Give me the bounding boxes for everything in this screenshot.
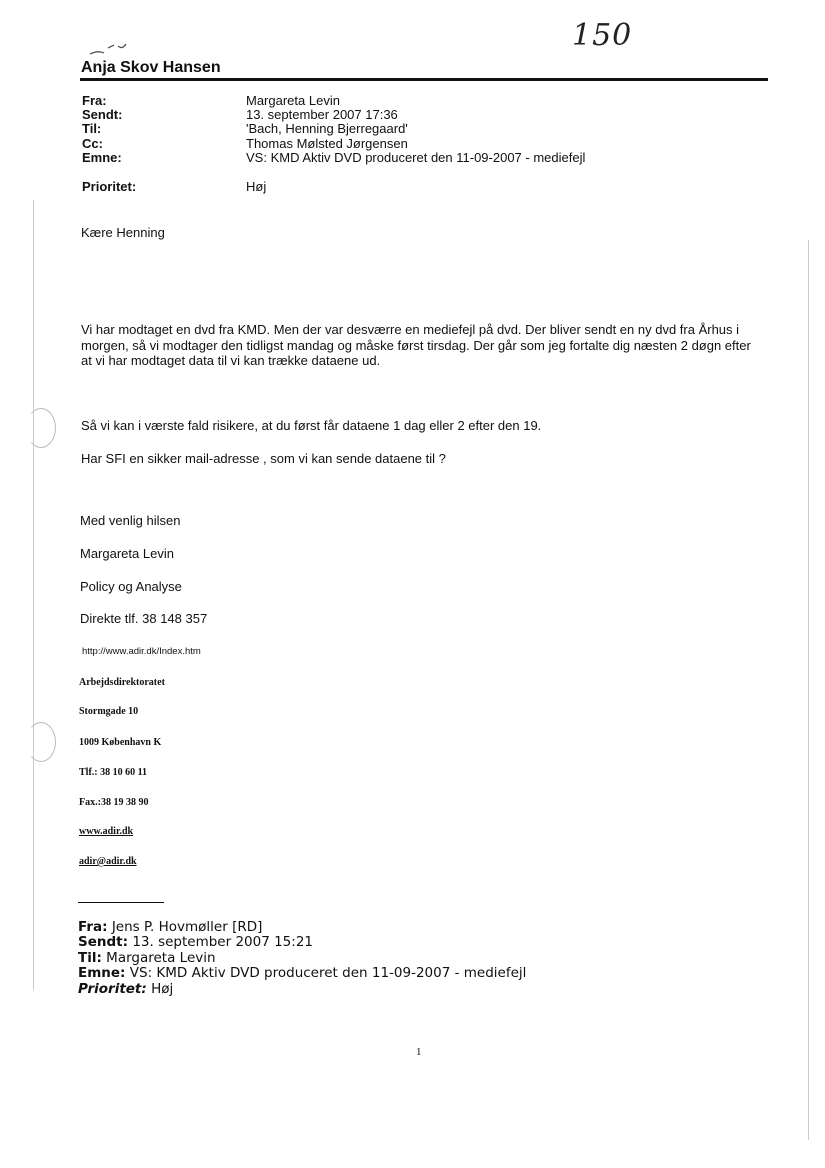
signature-web-link[interactable]: www.adir.dk — [79, 826, 134, 837]
right-margin-line — [808, 240, 809, 1140]
to-label: Til: — [82, 121, 102, 136]
signature-url[interactable]: http://www.adir.dk/Index.htm — [82, 646, 201, 657]
punch-hole-bottom — [26, 722, 56, 762]
from-value: Margareta Levin — [246, 93, 340, 108]
signature-org: Arbejdsdirektoratet — [79, 677, 165, 688]
sent-label: Sendt: — [82, 107, 123, 122]
fwd-priority-label: Prioritet: — [78, 981, 147, 997]
greeting: Kære Henning — [81, 225, 165, 240]
to-value: 'Bach, Henning Bjerregaard' — [246, 121, 408, 136]
fwd-from-value: Jens P. Hovmøller [RD] — [111, 919, 263, 935]
fwd-to-value: Margareta Levin — [106, 950, 216, 966]
fwd-to-row — [78, 951, 216, 966]
priority-value: Høj — [246, 179, 267, 194]
punch-hole-top — [26, 408, 56, 448]
signature-department: Policy og Analyse — [80, 579, 182, 594]
sent-value: 13. september 2007 17:36 — [246, 107, 398, 122]
body-paragraph-1-line-2: morgen, så vi modtager den tidligst mandag og måske først tirsdag. Der går som jeg fortalte dig næsten 2 døgn efter — [81, 338, 751, 353]
fwd-sent-value: 13. september 2007 15:21 — [132, 934, 314, 950]
fwd-sent-row — [78, 935, 313, 950]
fwd-sent-label: Sendt: — [78, 934, 129, 950]
priority-label: Prioritet: — [82, 179, 137, 194]
fwd-subject-row — [78, 966, 526, 981]
header-rule — [80, 78, 768, 81]
fwd-from-row — [78, 920, 262, 935]
scribble-mark — [88, 40, 158, 60]
fwd-subject-label: Emne: — [78, 965, 126, 981]
fwd-subject-value: VS: KMD Aktiv DVD produceret den 11-09-2007 - mediefejl — [129, 965, 527, 981]
forward-separator — [78, 902, 164, 903]
signature-email-link[interactable]: adir@adir.dk — [79, 856, 137, 867]
signature-street: Stormgade 10 — [79, 706, 139, 717]
body-paragraph-1-line-3: at vi har modtaget data til vi kan trække dataene ud. — [81, 353, 381, 368]
closing: Med venlig hilsen — [80, 513, 181, 528]
cc-value: Thomas Mølsted Jørgensen — [246, 136, 408, 151]
fwd-priority-value: Høj — [151, 981, 174, 997]
body-paragraph-3: Har SFI en sikker mail-adresse , som vi kan sende dataene til ? — [81, 451, 446, 466]
handwritten-note: 150 — [572, 18, 633, 53]
signature-tel: Tlf.: 38 10 60 11 — [79, 767, 148, 778]
signature-city: 1009 København K — [79, 737, 162, 748]
fwd-to-label: Til: — [78, 950, 102, 966]
subject-label: Emne: — [82, 150, 122, 165]
subject-value: VS: KMD Aktiv DVD produceret den 11-09-2007 - mediefejl — [246, 150, 586, 165]
fwd-priority-row — [78, 982, 173, 997]
signature-phone: Direkte tlf. 38 148 357 — [80, 611, 208, 626]
from-label: Fra: — [82, 93, 107, 108]
signature-name: Margareta Levin — [80, 546, 174, 561]
page-number: 1 — [416, 1046, 422, 1058]
author-name: Anja Skov Hansen — [81, 59, 221, 76]
body-paragraph-2: Så vi kan i værste fald risikere, at du først får dataene 1 dag eller 2 efter den 19. — [81, 418, 542, 433]
cc-label: Cc: — [82, 136, 103, 151]
left-margin-line — [33, 200, 34, 990]
fwd-from-label: Fra: — [78, 919, 108, 935]
body-paragraph-1-line-1: Vi har modtaget en dvd fra KMD. Men der var desværre en mediefejl på dvd. Der bliver sendt en ny dvd fra Århus i — [81, 322, 740, 337]
signature-fax: Fax.:38 19 38 90 — [79, 797, 149, 808]
